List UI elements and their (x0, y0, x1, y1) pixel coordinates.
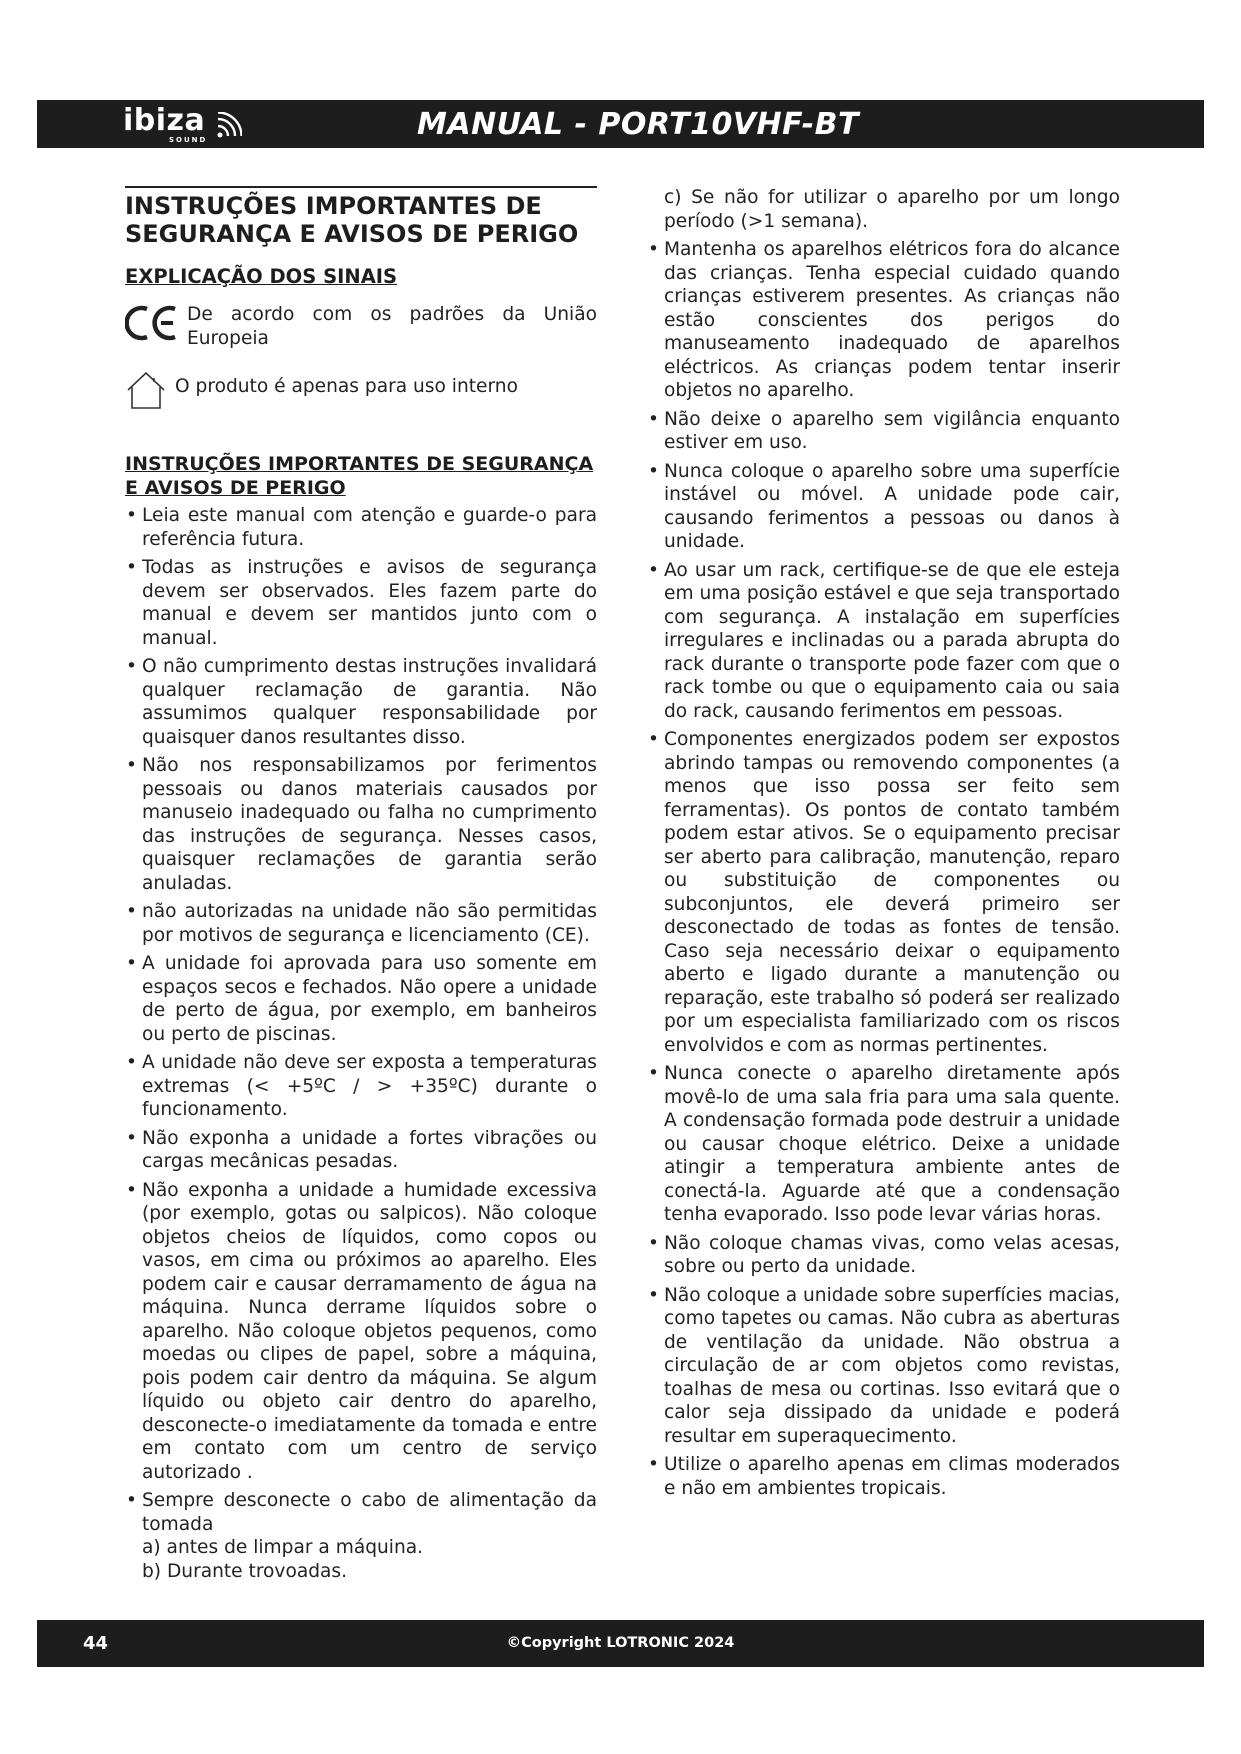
list-item: • Sempre desconecte o cabo de alimentação da tomada (125, 1489, 597, 1536)
sub-item-c: c) Se não for utilizar o aparelho por um longo período (>1 semana). (664, 187, 1120, 232)
indoor-sign-row (125, 370, 597, 410)
list-item: • Não deixe o aparelho sem vigilância enquanto estiver em uso. (647, 408, 1120, 455)
safety-list-left (125, 504, 597, 1536)
ce-mark-icon (125, 303, 179, 343)
left-column (125, 186, 597, 1583)
signs-heading: EXPLICAÇÃO DOS SINAIS (125, 265, 398, 288)
list-item: • Ao usar um rack, certifique-se de que ele esteja em uma posição estável e que seja transportado com segurança. A instalação em superfícies irregulares e inclinadas ou a parada abrupta do rack durante o transporte pode fazer com que o rack tombe ou que o equipamento caia ou saia do rack, causando ferimentos em pessoas. (647, 559, 1120, 724)
safety-list-right (647, 238, 1120, 1500)
ce-sign-text: De acordo com os padrões da União Europeia (187, 304, 597, 349)
heading-rule (125, 186, 597, 188)
brand-logo (123, 103, 208, 144)
sub-item-a: a) antes de limpar a máquina. (142, 1537, 424, 1558)
page-number: 44 (83, 1633, 109, 1654)
ce-sign-row (125, 303, 597, 350)
list-item: • não autorizadas na unidade não são permitidas por motivos de segurança e licenciamento (CE). (125, 900, 597, 947)
page-header (37, 100, 1204, 148)
house-icon (125, 370, 167, 410)
list-item: • Não coloque a unidade sobre superfícies macias, como tapetes ou camas. Não cubra as aberturas de ventilação da unidade. Não obstrua a circulação de ar com objetos como revistas, toalhas de mesa ou cortinas. Isso evitará que o calor seja dissipado da unidade e poderá resultar em superaquecimento. (647, 1284, 1120, 1449)
safety-heading: INSTRUÇÕES IMPORTANTES DE SEGURANÇA E AVISOS DE PERIGO (125, 453, 594, 499)
logo-text: ibiza (123, 103, 206, 138)
list-item: • Nunca conecte o aparelho diretamente após movê-lo de uma sala fria para uma sala quente. A condensação formada pode destruir a unidade ou causar choque elétrico. Deixe a unidade atingir a temperatura ambiente antes de conectá-la. Aguarde até que a condensação tenha evaporado. Isso pode levar várias horas. (647, 1062, 1120, 1227)
list-item: • Mantenha os aparelhos elétricos fora do alcance das crianças. Tenha especial cuidado quando crianças estiverem presentes. As crianças não estão conscientes dos perigos do manuseamento inadequado de aparelhos eléctricos. As crianças podem tentar inserir objetos no aparelho. (647, 238, 1120, 403)
section-heading: INSTRUÇÕES IMPORTANTES DE SEGURANÇA E AVISOS DE PERIGO (125, 192, 579, 248)
right-column (647, 186, 1120, 1505)
list-item: • Todas as instruções e avisos de segurança devem ser observados. Eles fazem parte do manual e devem ser mantidos junto com o manual. (125, 556, 597, 650)
sound-waves-icon (216, 112, 242, 140)
manual-title: MANUAL - PORT10VHF-BT (417, 107, 859, 142)
list-item: • O não cumprimento destas instruções invalidará qualquer reclamação de garantia. Não assumimos qualquer responsabilidade por quaisquer danos resultantes disso. (125, 655, 597, 749)
list-item: • Leia este manual com atenção e guarde-o para referência futura. (125, 504, 597, 551)
sub-item-b: b) Durante trovoadas. (142, 1560, 348, 1582)
list-item: • Componentes energizados podem ser expostos abrindo tampas ou removendo componentes (a menos que isso possa ser feito sem ferramentas). Os pontos de contato também podem estar ativos. Se o equipamento precisar ser aberto para calibração, manutenção, reparo ou substituição de componentes ou subconjuntos, ele deverá primeiro ser desconectado de todas as fontes de tensão. Caso seja necessário deixar o equipamento aberto e ligado durante a manutenção ou reparação, este trabalho só poderá ser realizado por um especialista familiarizado com os riscos envolvidos e com as normas pertinentes. (647, 728, 1120, 1057)
indoor-sign-text: O produto é apenas para uso interno (175, 376, 518, 397)
list-item: • A unidade foi aprovada para uso somente em espaços secos e fechados. Não opere a unidade de perto de água, por exemplo, em banheiros ou perto de piscinas. (125, 952, 597, 1046)
logo-subtext: SOUND (169, 136, 208, 144)
page-footer (37, 1620, 1204, 1667)
list-item: • Não nos responsabilizamos por ferimentos pessoais ou danos materiais causados por manuseio inadequado ou falha no cumprimento das instruções de segurança. Nesses casos, quaisquer reclamações de garantia serão anuladas. (125, 754, 597, 895)
list-item: • A unidade não deve ser exposta a temperaturas extremas (< +5ºC / > +35ºC) durante o funcionamento. (125, 1051, 597, 1122)
list-item: • Utilize o aparelho apenas em climas moderados e não em ambientes tropicais. (647, 1453, 1120, 1500)
list-item: • Não exponha a unidade a fortes vibrações ou cargas mecânicas pesadas. (125, 1127, 597, 1174)
list-item: • Não coloque chamas vivas, como velas acesas, sobre ou perto da unidade. (647, 1232, 1120, 1279)
list-item: • Não exponha a unidade a humidade excessiva (por exemplo, gotas ou salpicos). Não coloque objetos cheios de líquidos, como copos ou vasos, em cima ou próximos ao aparelho. Eles podem cair e causar derramamento de água na máquina. Nunca derrame líquidos sobre o aparelho. Não coloque objetos pequenos, como moedas ou clipes de papel, sobre a máquina, pois podem cair dentro da máquina. Se algum líquido ou objeto cair dentro do aparelho, desconecte-o imediatamente da tomada e entre em contato com um centro de serviço autorizado . (125, 1179, 597, 1485)
copyright-text: ©Copyright LOTRONIC 2024 (506, 1635, 735, 1651)
list-item: • Nunca coloque o aparelho sobre uma superfície instável ou móvel. A unidade pode cair, causando ferimentos a pessoas ou danos à unidade. (647, 460, 1120, 554)
